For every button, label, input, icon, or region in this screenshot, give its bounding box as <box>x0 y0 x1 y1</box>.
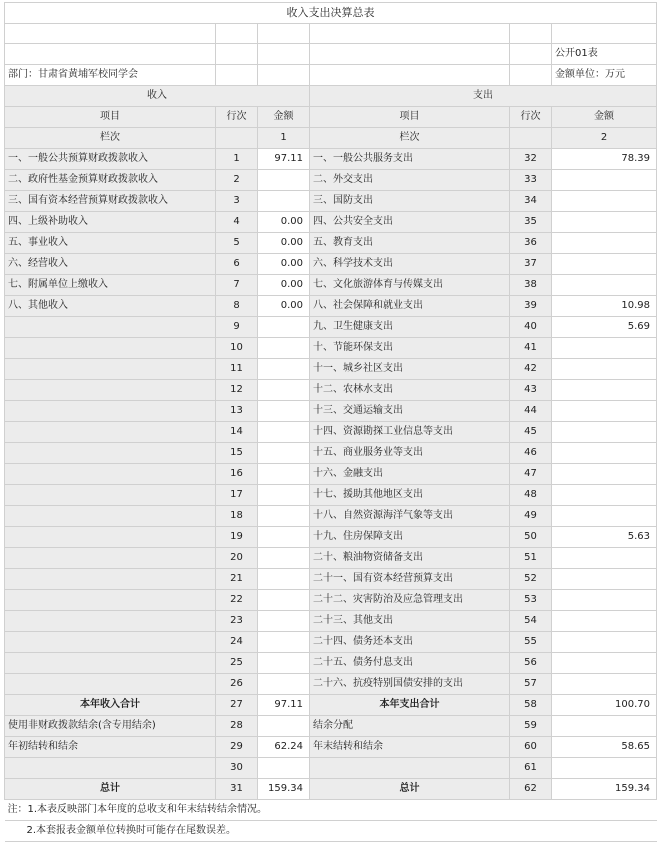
income-expense-table <box>4 2 657 842</box>
income-amount <box>258 569 310 590</box>
expense-item: 二、外交支出 <box>310 170 510 191</box>
table-row <box>5 275 657 296</box>
income-grand-line: 31 <box>216 779 258 800</box>
expense-item: 二十六、抗疫特别国债安排的支出 <box>310 674 510 695</box>
expense-col-item: 项目 <box>310 107 510 128</box>
expense-line: 38 <box>510 275 552 296</box>
expense-item: 七、文化旅游体育与传媒支出 <box>310 275 510 296</box>
expense-allocation-line: 59 <box>510 716 552 737</box>
expense-line: 44 <box>510 401 552 422</box>
income-amount <box>258 464 310 485</box>
income-line: 11 <box>216 359 258 380</box>
expense-item: 二十四、债务还本支出 <box>310 632 510 653</box>
expense-amount <box>552 338 657 359</box>
income-item: 七、附属单位上缴收入 <box>5 275 216 296</box>
table-row <box>5 632 657 653</box>
table-row <box>5 506 657 527</box>
expense-amount <box>552 464 657 485</box>
expense-amount <box>552 422 657 443</box>
table-row <box>5 422 657 443</box>
expense-col-line: 行次 <box>510 107 552 128</box>
note-2: 2.本套报表金额单位转换时可能存在尾数误差。 <box>5 821 657 842</box>
income-item <box>5 380 216 401</box>
income-line: 18 <box>216 506 258 527</box>
income-amount: 0.00 <box>258 254 310 275</box>
income-item <box>5 527 216 548</box>
income-amount <box>258 359 310 380</box>
expense-line: 45 <box>510 422 552 443</box>
income-col-no: 1 <box>258 128 310 149</box>
income-amount <box>258 443 310 464</box>
table-row <box>5 401 657 422</box>
table-row <box>5 548 657 569</box>
income-grand-amount: 159.34 <box>258 779 310 800</box>
expense-amount <box>552 275 657 296</box>
income-line: 17 <box>216 485 258 506</box>
expense-item: 四、公共安全支出 <box>310 212 510 233</box>
income-line: 1 <box>216 149 258 170</box>
income-item <box>5 422 216 443</box>
expense-line: 54 <box>510 611 552 632</box>
income-item <box>5 548 216 569</box>
expense-line: 41 <box>510 338 552 359</box>
income-opening-amount: 62.24 <box>258 737 310 758</box>
table-row <box>5 317 657 338</box>
expense-blank-line: 61 <box>510 758 552 779</box>
income-line: 13 <box>216 401 258 422</box>
expense-line: 42 <box>510 359 552 380</box>
income-unallocated-label: 使用非财政拨款结余(含专用结余) <box>5 716 216 737</box>
unit-label: 金额单位：万元 <box>552 65 657 86</box>
income-line: 10 <box>216 338 258 359</box>
income-item: 五、事业收入 <box>5 233 216 254</box>
income-line: 8 <box>216 296 258 317</box>
table-row <box>5 485 657 506</box>
expense-amount <box>552 380 657 401</box>
income-line: 2 <box>216 170 258 191</box>
expense-item: 二十二、灾害防治及应急管理支出 <box>310 590 510 611</box>
income-item <box>5 485 216 506</box>
expense-grand-label: 总计 <box>310 779 510 800</box>
income-amount: 97.11 <box>258 149 310 170</box>
income-amount: 0.00 <box>258 233 310 254</box>
expense-item: 六、科学技术支出 <box>310 254 510 275</box>
expense-item: 二十三、其他支出 <box>310 611 510 632</box>
budget-sheet <box>4 2 656 842</box>
table-row <box>5 380 657 401</box>
expense-item: 九、卫生健康支出 <box>310 317 510 338</box>
income-item <box>5 674 216 695</box>
expense-item: 十四、资源勘探工业信息等支出 <box>310 422 510 443</box>
expense-item: 十九、住房保障支出 <box>310 527 510 548</box>
expense-line: 43 <box>510 380 552 401</box>
income-item: 二、政府性基金预算财政拨款收入 <box>5 170 216 191</box>
expense-line: 33 <box>510 170 552 191</box>
income-total-amount: 97.11 <box>258 695 310 716</box>
expense-closing-label: 年末结转和结余 <box>310 737 510 758</box>
expense-col-amount: 金额 <box>552 107 657 128</box>
expense-amount: 5.63 <box>552 527 657 548</box>
income-col-item: 项目 <box>5 107 216 128</box>
table-row <box>5 149 657 170</box>
income-col-amount: 金额 <box>258 107 310 128</box>
department-label: 部门：甘肃省黄埔军校同学会 <box>5 65 216 86</box>
expense-amount: 5.69 <box>552 317 657 338</box>
income-amount: 0.00 <box>258 212 310 233</box>
expense-line: 39 <box>510 296 552 317</box>
income-item: 四、上级补助收入 <box>5 212 216 233</box>
income-amount: 0.00 <box>258 296 310 317</box>
expense-line: 34 <box>510 191 552 212</box>
expense-grand-amount: 159.34 <box>552 779 657 800</box>
expense-line: 49 <box>510 506 552 527</box>
income-line: 23 <box>216 611 258 632</box>
expense-line: 52 <box>510 569 552 590</box>
income-total-line: 27 <box>216 695 258 716</box>
income-amount <box>258 653 310 674</box>
income-line: 26 <box>216 674 258 695</box>
income-line: 15 <box>216 443 258 464</box>
income-line: 6 <box>216 254 258 275</box>
expense-amount: 78.39 <box>552 149 657 170</box>
expense-item: 十六、金融支出 <box>310 464 510 485</box>
table-row <box>5 191 657 212</box>
expense-amount <box>552 506 657 527</box>
table-row <box>5 233 657 254</box>
expense-line: 47 <box>510 464 552 485</box>
income-amount <box>258 590 310 611</box>
table-row <box>5 443 657 464</box>
table-row <box>5 296 657 317</box>
expense-total-label: 本年支出合计 <box>310 695 510 716</box>
income-item <box>5 359 216 380</box>
expense-amount <box>552 611 657 632</box>
expense-closing-line: 60 <box>510 737 552 758</box>
income-amount <box>258 674 310 695</box>
income-opening-line: 29 <box>216 737 258 758</box>
income-amount <box>258 611 310 632</box>
expense-line: 48 <box>510 485 552 506</box>
income-line: 12 <box>216 380 258 401</box>
expense-amount <box>552 401 657 422</box>
expense-line: 55 <box>510 632 552 653</box>
expense-col-seq: 栏次 <box>310 128 510 149</box>
income-item <box>5 443 216 464</box>
income-grand-label: 总计 <box>5 779 216 800</box>
expense-line: 53 <box>510 590 552 611</box>
expense-line: 50 <box>510 527 552 548</box>
income-unallocated-line: 28 <box>216 716 258 737</box>
income-item <box>5 401 216 422</box>
income-line: 20 <box>216 548 258 569</box>
expense-amount <box>552 191 657 212</box>
expense-closing-amount: 58.65 <box>552 737 657 758</box>
income-col-line: 行次 <box>216 107 258 128</box>
income-line: 21 <box>216 569 258 590</box>
income-item <box>5 506 216 527</box>
expense-item: 八、社会保障和就业支出 <box>310 296 510 317</box>
income-line: 14 <box>216 422 258 443</box>
income-amount <box>258 380 310 401</box>
expense-amount <box>552 254 657 275</box>
expense-item: 十二、农林水支出 <box>310 380 510 401</box>
income-item <box>5 632 216 653</box>
income-amount <box>258 170 310 191</box>
table-row <box>5 464 657 485</box>
expense-amount <box>552 212 657 233</box>
income-line: 3 <box>216 191 258 212</box>
expense-line: 46 <box>510 443 552 464</box>
expense-line: 51 <box>510 548 552 569</box>
expense-line: 40 <box>510 317 552 338</box>
table-row <box>5 653 657 674</box>
expense-line: 32 <box>510 149 552 170</box>
expense-item: 二十五、债务付息支出 <box>310 653 510 674</box>
sheet-title: 收入支出决算总表 <box>5 3 657 24</box>
income-col-seq: 栏次 <box>5 128 216 149</box>
expense-item: 十五、商业服务业等支出 <box>310 443 510 464</box>
expense-amount <box>552 170 657 191</box>
expense-item: 五、教育支出 <box>310 233 510 254</box>
income-total-label: 本年收入合计 <box>5 695 216 716</box>
expense-line: 36 <box>510 233 552 254</box>
expense-total-line: 58 <box>510 695 552 716</box>
table-row <box>5 569 657 590</box>
income-line: 19 <box>216 527 258 548</box>
expense-line: 37 <box>510 254 552 275</box>
expense-amount <box>552 590 657 611</box>
income-line: 7 <box>216 275 258 296</box>
expense-item: 十七、援助其他地区支出 <box>310 485 510 506</box>
income-amount <box>258 401 310 422</box>
expense-header: 支出 <box>310 86 657 107</box>
expense-amount <box>552 632 657 653</box>
expense-allocation-label: 结余分配 <box>310 716 510 737</box>
expense-amount <box>552 548 657 569</box>
income-header: 收入 <box>5 86 310 107</box>
income-line: 16 <box>216 464 258 485</box>
expense-col-no: 2 <box>552 128 657 149</box>
income-item: 六、经营收入 <box>5 254 216 275</box>
note-1: 注：1.本表反映部门本年度的总收支和年末结转结余情况。 <box>5 800 657 821</box>
expense-item: 三、国防支出 <box>310 191 510 212</box>
table-row <box>5 611 657 632</box>
table-row <box>5 590 657 611</box>
income-item: 一、一般公共预算财政拨款收入 <box>5 149 216 170</box>
income-item <box>5 611 216 632</box>
table-row <box>5 338 657 359</box>
income-item <box>5 338 216 359</box>
expense-amount <box>552 359 657 380</box>
income-amount <box>258 317 310 338</box>
income-unallocated-amount <box>258 716 310 737</box>
income-item: 三、国有资本经营预算财政拨款收入 <box>5 191 216 212</box>
income-item <box>5 590 216 611</box>
income-blank-line: 30 <box>216 758 258 779</box>
data-rows <box>5 149 657 695</box>
table-row <box>5 212 657 233</box>
expense-amount <box>552 233 657 254</box>
income-item <box>5 653 216 674</box>
income-amount <box>258 191 310 212</box>
income-amount <box>258 527 310 548</box>
income-amount <box>258 485 310 506</box>
income-line: 4 <box>216 212 258 233</box>
income-item <box>5 464 216 485</box>
expense-total-amount: 100.70 <box>552 695 657 716</box>
income-line: 24 <box>216 632 258 653</box>
expense-line: 57 <box>510 674 552 695</box>
income-amount <box>258 632 310 653</box>
expense-amount <box>552 443 657 464</box>
expense-line: 35 <box>510 212 552 233</box>
table-row <box>5 170 657 191</box>
expense-item: 十、节能环保支出 <box>310 338 510 359</box>
income-amount: 0.00 <box>258 275 310 296</box>
income-line: 25 <box>216 653 258 674</box>
income-opening-label: 年初结转和结余 <box>5 737 216 758</box>
expense-item: 一、一般公共服务支出 <box>310 149 510 170</box>
income-amount <box>258 548 310 569</box>
expense-item: 十三、交通运输支出 <box>310 401 510 422</box>
income-amount <box>258 422 310 443</box>
income-amount <box>258 506 310 527</box>
income-amount <box>258 338 310 359</box>
income-item <box>5 317 216 338</box>
expense-amount <box>552 653 657 674</box>
expense-item: 十八、自然资源海洋气象等支出 <box>310 506 510 527</box>
expense-allocation-amount <box>552 716 657 737</box>
form-number: 公开01表 <box>552 44 657 65</box>
income-item <box>5 569 216 590</box>
income-item: 八、其他收入 <box>5 296 216 317</box>
table-row <box>5 359 657 380</box>
expense-amount <box>552 569 657 590</box>
table-row <box>5 674 657 695</box>
income-line: 22 <box>216 590 258 611</box>
expense-amount: 10.98 <box>552 296 657 317</box>
expense-item: 二十一、国有资本经营预算支出 <box>310 569 510 590</box>
expense-item: 十一、城乡社区支出 <box>310 359 510 380</box>
table-row <box>5 527 657 548</box>
expense-line: 56 <box>510 653 552 674</box>
expense-amount <box>552 674 657 695</box>
table-row <box>5 254 657 275</box>
expense-grand-line: 62 <box>510 779 552 800</box>
income-line: 9 <box>216 317 258 338</box>
expense-item: 二十、粮油物资储备支出 <box>310 548 510 569</box>
income-line: 5 <box>216 233 258 254</box>
expense-amount <box>552 485 657 506</box>
